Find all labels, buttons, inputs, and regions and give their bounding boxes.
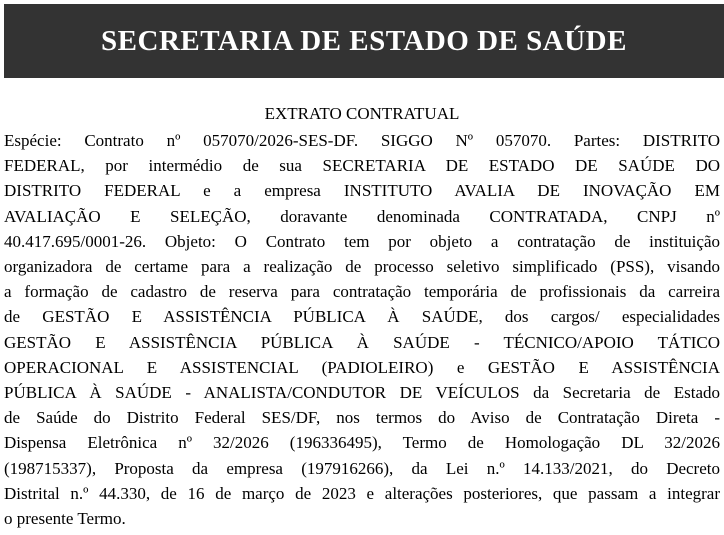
paragraph-line: de GESTÃO E ASSISTÊNCIA PÚBLICA À SAÚDE, dos cargos/ especialidades: [4, 307, 720, 327]
paragraph-line: Dispensa Eletrônica nº 32/2026 (196336495), Termo de Homologação DL 32/2026: [4, 433, 720, 453]
paragraph-line: o presente Termo.: [4, 509, 126, 529]
paragraph-line: AVALIAÇÃO E SELEÇÃO, doravante denominada CONTRATADA, CNPJ nº: [4, 206, 720, 226]
document-body: [0, 104, 724, 531]
paragraph-line: OPERACIONAL E ASSISTENCIAL (PADIOLEIRO) e GESTÃO E ASSISTÊNCIA: [4, 357, 720, 377]
paragraph-line: DISTRITO FEDERAL e a empresa INSTITUTO AVALIA DE INOVAÇÃO EM: [4, 181, 720, 201]
header-title: SECRETARIA DE ESTADO DE SAÚDE: [101, 24, 627, 57]
paragraph-line: Espécie: Contrato nº 057070/2026-SES-DF. SIGGO Nº 057070. Partes: DISTRITO: [4, 131, 720, 150]
header-banner: [4, 4, 724, 78]
paragraph-line: organizadora de certame para a realização de processo seletivo simplificado (PSS), visando: [4, 257, 720, 277]
contract-paragraph: [4, 128, 720, 531]
paragraph-line: Distrital n.º 44.330, de 16 de março de 2023 e alterações posteriores, que passam a integrar: [4, 483, 720, 503]
paragraph-line: 40.417.695/0001-26. Objeto: O Contrato tem por objeto a contratação de instituição: [4, 231, 720, 251]
paragraph-line: de Saúde do Distrito Federal SES/DF, nos termos do Aviso de Contratação Direta -: [4, 408, 720, 428]
paragraph-line: GESTÃO E ASSISTÊNCIA PÚBLICA À SAÚDE - TÉCNICO/APOIO TÁTICO: [4, 332, 720, 352]
paragraph-line: a formação de cadastro de reserva para contratação temporária de profissionais da carreira: [4, 282, 720, 302]
paragraph-line: (198715337), Proposta da empresa (197916266), da Lei n.º 14.133/2021, do Decreto: [4, 458, 720, 478]
paragraph-line: FEDERAL, por intermédio de sua SECRETARIA DE ESTADO DE SAÚDE DO: [4, 156, 720, 176]
document-heading: EXTRATO CONTRATUAL: [264, 104, 460, 123]
paragraph-line: PÚBLICA À SAÚDE - ANALISTA/CONDUTOR DE VEÍCULOS da Secretaria de Estado: [4, 383, 720, 403]
